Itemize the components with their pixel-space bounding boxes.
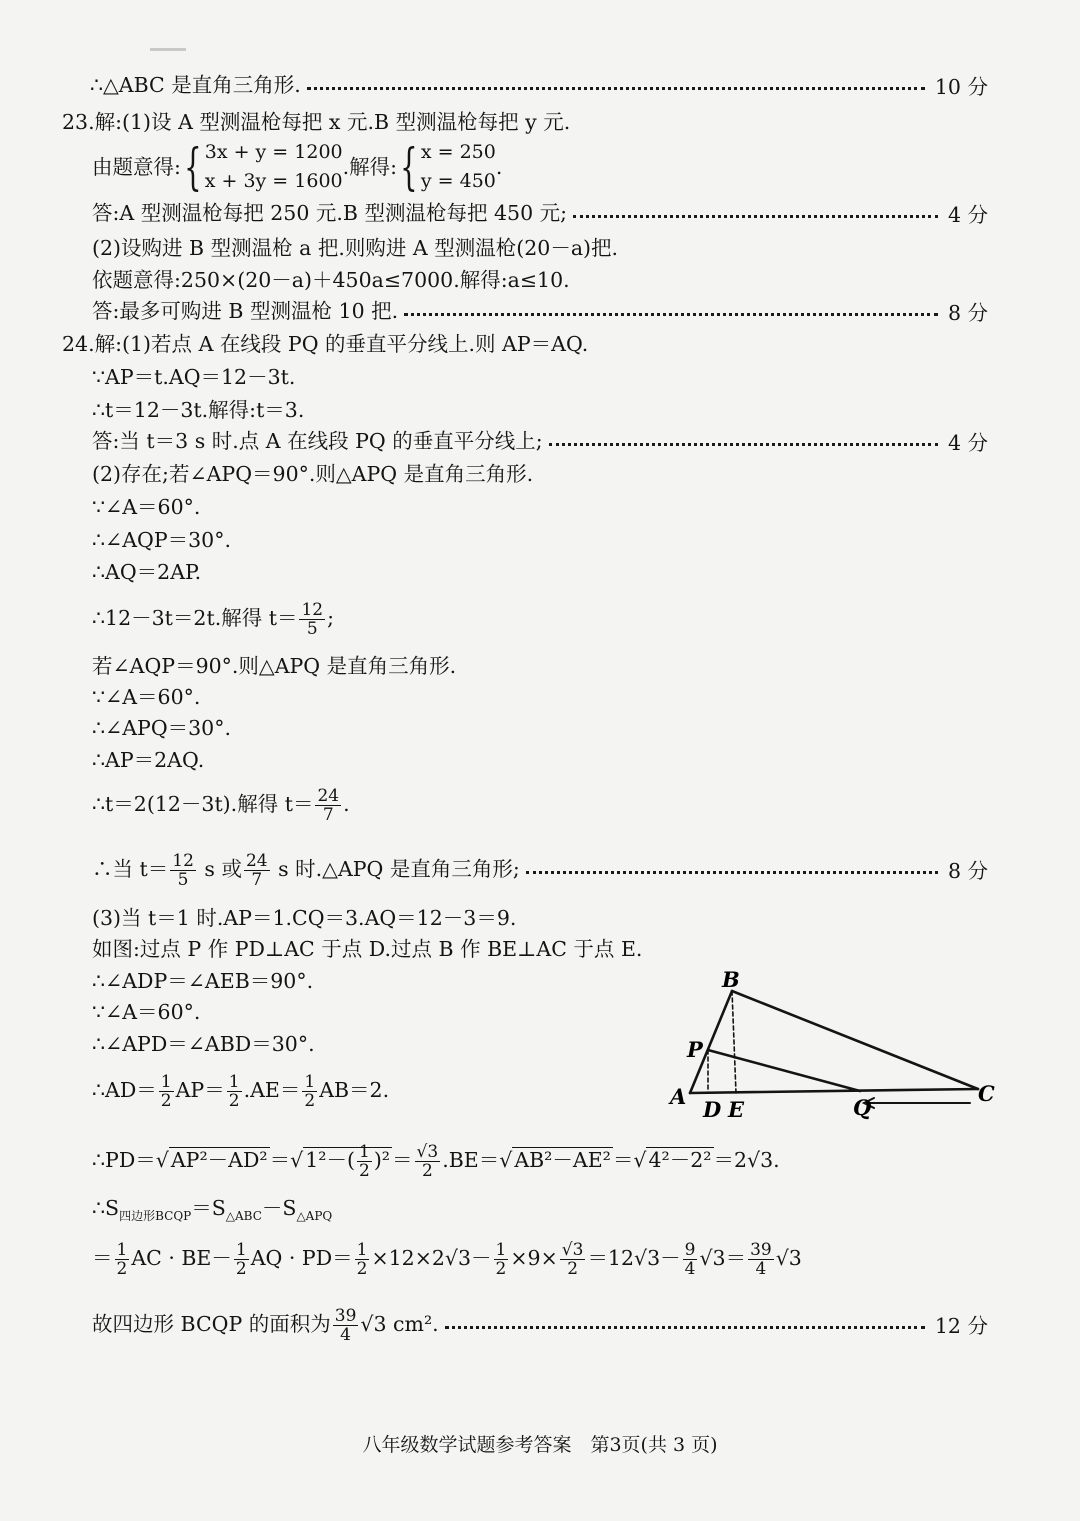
frac-den: 2 [356,1259,368,1279]
fraction-24-7 [244,852,270,889]
q24-line1: ∵AP＝t.AQ＝12－3t. [92,365,296,389]
fraction-24-7 [315,787,341,824]
calc-p2: AC · BE－ [131,1246,232,1270]
area-lead: ∴S [92,1196,120,1220]
equals: ＝ [392,1148,413,1172]
fraction-half [494,1241,509,1278]
given-angle-a: ∵∠A＝60°. [92,495,201,519]
side-ac [690,1089,978,1093]
frac-den: 2 [228,1091,240,1111]
area-sub2: △ABC [225,1209,262,1224]
area-sub3: △APQ [296,1209,333,1224]
conclusion-text: ∴△ABC 是直角三角形. [90,73,301,97]
triangle-figure [660,965,1010,1125]
frac-den: 2 [567,1259,579,1279]
answer2-lead: ∴当 t＝ [92,857,169,881]
q24-heading: 24.解:(1)若点 A 在线段 PQ 的垂直平分线上.则 AP＝AQ. [62,332,589,356]
fraction-half [357,1143,372,1180]
solution-system [397,138,496,196]
sqrt: √4²－2² [633,1148,712,1172]
radicand-b: )² [373,1148,391,1172]
scan-mark [150,48,186,51]
calc-p6: ＝12√3－ [587,1246,681,1270]
score-4b: 4 分 [947,431,988,455]
frac-den: 7 [251,870,263,890]
calc-p8: √3 [775,1246,802,1270]
equation-1: 3x + y = 1200 [204,141,343,163]
frac-num: 39 [750,1240,772,1260]
frac-num: 24 [245,851,268,871]
frac-num: 24 [317,786,340,806]
q23-heading: 23.解:(1)设 A 型测温枪每把 x 元.B 型测温枪每把 y 元. [62,110,571,134]
q24-answer1: 答:当 t＝3 s 时.点 A 在线段 PQ 的垂直平分线上; [92,429,543,453]
conclusion-line [90,70,988,100]
solve-case1-tail: ; [327,606,335,630]
solution-2: y = 450 [420,170,496,192]
fraction-root3-2 [415,1143,441,1180]
frac-num: 1 [160,1072,172,1092]
solve-lead: .解得: [342,155,398,179]
area-calc [92,1234,802,1282]
radicand-a: 1²－( [305,1148,355,1172]
frac-num: 39 [334,1306,357,1326]
frac-den: 2 [421,1161,433,1181]
fraction-half [115,1241,130,1278]
equation-2: x + 3y = 1600 [204,170,343,192]
q24-part3: (3)当 t＝1 时.AP＝1.CQ＝3.AQ＝12－3＝9. [92,906,517,930]
fraction-39-4 [333,1307,359,1344]
leader-dots [526,871,938,874]
frac-num: 1 [235,1240,247,1260]
leader-dots [307,87,925,90]
score-10: 10 分 [934,75,988,99]
calc-p7: √3＝ [699,1246,747,1270]
be-result: ＝2√3. [713,1148,780,1172]
given-angle-a-3: ∵∠A＝60°. [92,1000,201,1024]
angle-apq: ∴∠APQ＝30°. [92,716,231,740]
leader-dots [404,313,938,316]
ad-ae-line [92,1066,389,1114]
leader-dots [445,1326,925,1329]
equation-system [181,138,343,196]
frac-den: 2 [304,1091,316,1111]
fraction-root3-2 [560,1241,586,1278]
frac-den: 4 [755,1259,767,1279]
area-minus: －S [261,1196,297,1220]
score-4: 4 分 [947,203,988,227]
radicand: 4²－2² [648,1148,712,1172]
frac-num: 1 [356,1240,368,1260]
frac-den: 2 [160,1091,172,1111]
segment-be [732,991,736,1093]
frac-num: √3 [416,1142,439,1162]
q24-part3-construction: 如图:过点 P 作 PD⊥AC 于点 D.过点 B 作 BE⊥AC 于点 E. [92,937,643,961]
frac-num: 1 [304,1072,316,1092]
solve-case1 [92,594,334,642]
sqrt: √AB²－AE² [499,1148,611,1172]
frac-den: 7 [322,805,334,825]
frac-num: 1 [116,1240,128,1260]
sqrt: √1²－( $\frac{1}{2}$ )² [290,1142,391,1181]
answer2-mid: s 或 [197,857,242,881]
solution-1: x = 250 [420,141,496,163]
ad-mid1: AP＝ [175,1078,225,1102]
solve-case2-tail: . [343,792,350,816]
calc-p3: AQ · PD＝ [250,1246,353,1270]
calc-p5: ×9× [510,1246,558,1270]
segment-pq [708,1050,860,1091]
fraction-39-4 [748,1241,774,1278]
left-brace-icon: { [184,138,202,196]
be-lead: .BE＝ [442,1148,500,1172]
frac-num: 1 [495,1240,507,1260]
answer2-tail: s 时.△APQ 是直角三角形; [271,857,520,881]
frac-den: 2 [235,1259,247,1279]
aq-equals-2ap: ∴AQ＝2AP. [92,560,202,584]
fraction-half [355,1241,370,1278]
q23-answer1: 答:A 型测温枪每把 250 元.B 型测温枪每把 450 元; [92,201,568,225]
q23-answer2: 答:最多可购进 B 型测温枪 10 把. [92,299,399,323]
frac-num: 1 [228,1072,240,1092]
leader-dots [573,215,938,218]
label-d: D [703,1097,722,1122]
area-sub1: 四边形BCQP [119,1209,192,1224]
final-answer-line [92,1300,988,1348]
q23-answer1-line [92,198,988,228]
fraction-half [302,1073,317,1110]
q23-system: 由题意得: { 3x + y = 1200 x + 3y = 1600 .解得: { x = 250 y = 450 . [92,138,503,196]
frac-num: 12 [301,600,324,620]
final-answer [92,1300,439,1348]
frac-num: 1 [358,1142,370,1162]
solve-case2-lead: ∴t＝2(12－3t).解得 t＝ [92,792,314,816]
q23-part2: (2)设购进 B 型测温枪 a 把.则购进 A 型测温枪(20－a)把. [92,236,619,260]
equals: ＝ [269,1148,291,1172]
label-a: A [670,1084,687,1109]
pd-be-line [92,1136,780,1184]
frac-den: 4 [340,1325,351,1345]
fraction-12-5 [170,852,196,889]
frac-den: 2 [495,1259,507,1279]
calc-p4: ×12×2√3－ [371,1246,492,1270]
label-p: P [687,1037,703,1062]
frac-den: 5 [306,619,318,639]
score-8: 8 分 [947,301,988,325]
label-c: C [978,1081,995,1106]
frac-den: 5 [177,870,189,890]
final-tail: √3 cm². [360,1312,439,1336]
q23-answer2-line [92,296,988,326]
sqrt: √AP²－AD² [155,1148,268,1172]
q24-answer2 [92,845,520,893]
ad-mid2: .AE＝ [243,1078,301,1102]
label-e: E [728,1097,745,1122]
radicand: AP²－AD² [170,1148,268,1172]
ad-tail: AB＝2. [319,1078,390,1102]
ad-lead: ∴AD＝ [92,1078,157,1102]
fraction-12-5 [299,601,325,638]
frac-num: 9 [684,1240,696,1260]
score-8b: 8 分 [947,859,988,883]
q24-line2: ∴t＝12－3t.解得:t＝3. [92,398,305,422]
fraction-half [159,1073,174,1110]
q24-part2: (2)存在;若∠APQ＝90°.则△APQ 是直角三角形. [92,462,534,486]
q24-answer2-line [92,845,988,893]
radicand: AB²－AE² [514,1148,611,1172]
eq-lead: 由题意得: [92,155,181,179]
frac-num: √3 [561,1240,584,1260]
given-angle-a-2: ∵∠A＝60°. [92,685,201,709]
solve-case2 [92,780,350,828]
leader-dots [549,443,938,446]
calc-eq: ＝ [92,1246,113,1270]
side-bc [732,991,978,1089]
label-q: Q [853,1095,872,1120]
pd-lead: ∴PD＝ [92,1148,156,1172]
fraction-half [234,1241,249,1278]
angle-apd: ∴∠APD＝∠ABD＝30°. [92,1032,315,1056]
right-angles: ∴∠ADP＝∠AEB＝90°. [92,969,314,993]
left-brace-icon: { [400,138,418,196]
area-mid: ＝S [191,1196,226,1220]
solve-case1-lead: ∴12－3t＝2t.解得 t＝ [92,606,298,630]
q24-case2: 若∠AQP＝90°.则△APQ 是直角三角形. [92,654,457,678]
label-b: B [722,967,740,992]
area-formula [92,1194,332,1230]
fraction-half [227,1073,242,1110]
final-lead: 故四边形 BCQP 的面积为 [92,1312,331,1336]
q24-answer1-line [92,426,988,456]
fraction-9-4 [683,1241,698,1278]
frac-den: 4 [684,1259,696,1279]
q23-inequality: 依题意得:250×(20－a)＋450a≤7000.解得:a≤10. [92,268,570,292]
frac-den: 2 [358,1161,370,1181]
page-footer: 八年级数学试题参考答案 第3页(共 3 页) [362,1434,718,1456]
frac-den: 2 [116,1259,128,1279]
radicand [303,1142,392,1181]
frac-num: 12 [172,851,194,871]
angle-aqp: ∴∠AQP＝30°. [92,528,231,552]
score-12: 12 分 [934,1314,988,1338]
ap-equals-2aq: ∴AP＝2AQ. [92,748,205,772]
equals: ＝ [612,1148,634,1172]
